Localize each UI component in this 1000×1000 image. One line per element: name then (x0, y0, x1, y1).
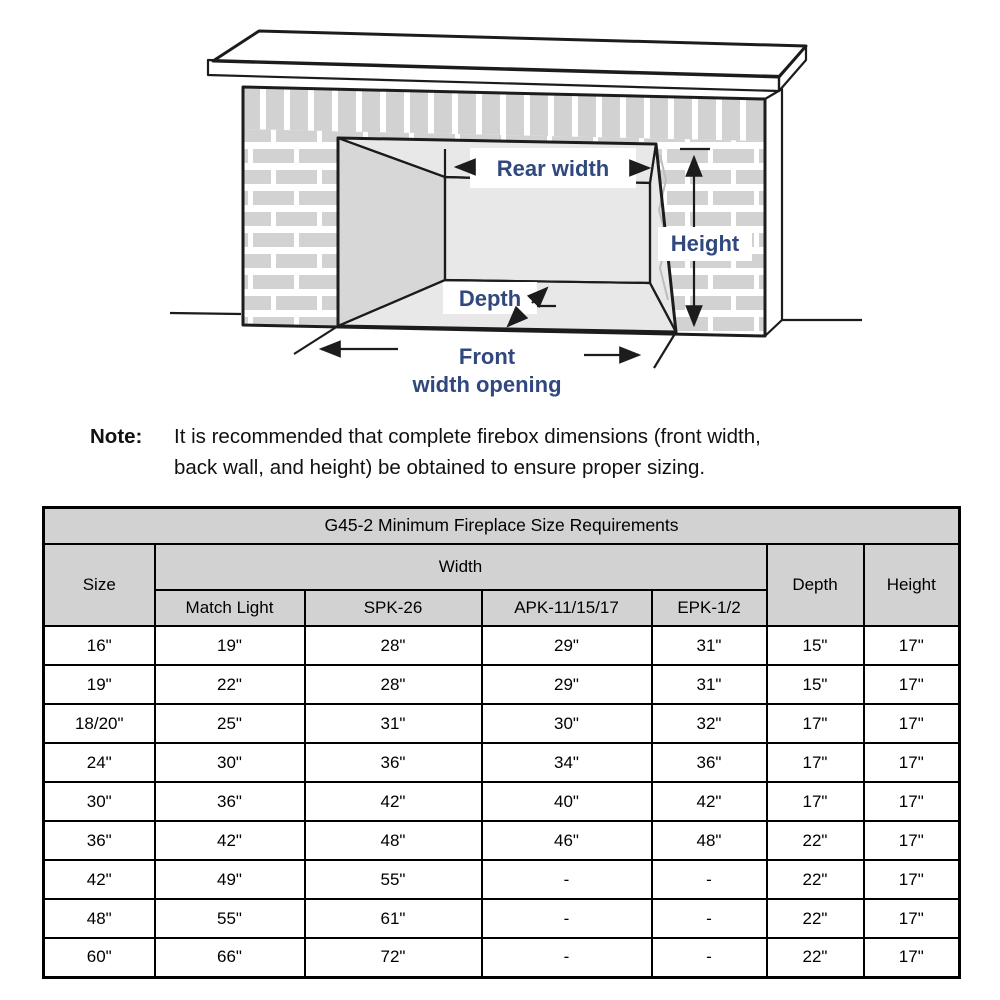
table-cell: 22" (767, 899, 864, 938)
table-cell: 48" (44, 899, 155, 938)
table-cell: 19" (44, 665, 155, 704)
brick-side-face (765, 89, 782, 336)
table-cell: 30" (482, 704, 652, 743)
table-cell: 46" (482, 821, 652, 860)
table-cell: 36" (305, 743, 482, 782)
table-cell: 17" (864, 704, 960, 743)
table-cell: 17" (767, 743, 864, 782)
table-cell: 36" (652, 743, 767, 782)
table-cell: - (482, 860, 652, 899)
col-header-height: Height (864, 544, 960, 626)
table-cell: 30" (155, 743, 305, 782)
front-width-label-line2: width opening (412, 372, 562, 397)
table-cell: 60" (44, 938, 155, 977)
note-text-line1: It is recommended that complete firebox dimensions (front width, (174, 425, 761, 448)
table-row (44, 821, 960, 860)
front-width-label-line1: Front (458, 344, 516, 369)
table-cell: 25" (155, 704, 305, 743)
table-cell: 22" (767, 860, 864, 899)
table-cell: 15" (767, 665, 864, 704)
table-cell: 17" (864, 938, 960, 977)
table-cell: 31" (652, 665, 767, 704)
table-cell: 42" (155, 821, 305, 860)
fireplace-illustration (0, 0, 1000, 408)
table-cell: 22" (155, 665, 305, 704)
table-body (44, 626, 960, 977)
table-cell: 42" (44, 860, 155, 899)
rear-width-label: Rear width (496, 156, 610, 181)
table-cell: 61" (305, 899, 482, 938)
height-label: Height (670, 231, 740, 256)
table-cell: 32" (652, 704, 767, 743)
table-cell: 29" (482, 626, 652, 665)
table-cell: 17" (864, 626, 960, 665)
table-cell: 17" (864, 782, 960, 821)
table-cell: 15" (767, 626, 864, 665)
table-row (44, 899, 960, 938)
table-cell: 31" (652, 626, 767, 665)
table-cell: 17" (864, 899, 960, 938)
fireplace-size-table (42, 506, 961, 979)
table-cell: 36" (44, 821, 155, 860)
col-header-match-light: Match Light (155, 590, 305, 626)
table-cell: - (652, 938, 767, 977)
table-cell: 17" (864, 665, 960, 704)
table-cell: 17" (864, 821, 960, 860)
table-title: G45-2 Minimum Fireplace Size Requirements (44, 507, 960, 544)
table-cell: 29" (482, 665, 652, 704)
table-row (44, 743, 960, 782)
fireplace-diagram (0, 0, 1000, 408)
col-header-apk: APK-11/15/17 (482, 590, 652, 626)
table-cell: 28" (305, 665, 482, 704)
table-cell: - (652, 899, 767, 938)
table-cell: 30" (44, 782, 155, 821)
col-header-width-group: Width (155, 544, 767, 590)
col-header-depth: Depth (767, 544, 864, 626)
table-cell: 66" (155, 938, 305, 977)
table-cell: 55" (305, 860, 482, 899)
table-cell: 17" (767, 782, 864, 821)
table-cell: 49" (155, 860, 305, 899)
front-width-annotation (294, 326, 676, 397)
mantel-slab (208, 31, 806, 91)
table-cell: 22" (767, 821, 864, 860)
table-cell: 48" (305, 821, 482, 860)
note-text-line2: back wall, and height) be obtained to ensure proper sizing. (174, 455, 706, 479)
table-cell: - (482, 899, 652, 938)
table-cell: 72" (305, 938, 482, 977)
note-text (174, 422, 761, 484)
note-label: Note: (90, 425, 143, 448)
table-row (44, 860, 960, 899)
table-cell: 42" (652, 782, 767, 821)
table-row (44, 938, 960, 977)
table-cell: 16" (44, 626, 155, 665)
table-cell: - (652, 860, 767, 899)
table-cell: 42" (305, 782, 482, 821)
table-cell: 28" (305, 626, 482, 665)
ground-line-left (170, 313, 241, 314)
table-cell: 36" (155, 782, 305, 821)
table-cell: - (482, 938, 652, 977)
table-row (44, 626, 960, 665)
table-cell: 22" (767, 938, 864, 977)
table-row (44, 782, 960, 821)
table-header (44, 507, 960, 626)
table-cell: 17" (864, 860, 960, 899)
col-header-spk26: SPK-26 (305, 590, 482, 626)
table-cell: 34" (482, 743, 652, 782)
note (90, 422, 920, 484)
col-header-epk: EPK-1/2 (652, 590, 767, 626)
table-cell: 40" (482, 782, 652, 821)
table-cell: 24" (44, 743, 155, 782)
table-cell: 19" (155, 626, 305, 665)
table-row (44, 704, 960, 743)
rear-width-annotation (445, 148, 649, 188)
table-cell: 55" (155, 899, 305, 938)
table-cell: 17" (767, 704, 864, 743)
depth-label: Depth (458, 286, 522, 311)
table-cell: 18/20" (44, 704, 155, 743)
table-cell: 17" (864, 743, 960, 782)
table-row (44, 665, 960, 704)
table-cell: 48" (652, 821, 767, 860)
col-header-size: Size (44, 544, 155, 626)
table-cell: 31" (305, 704, 482, 743)
